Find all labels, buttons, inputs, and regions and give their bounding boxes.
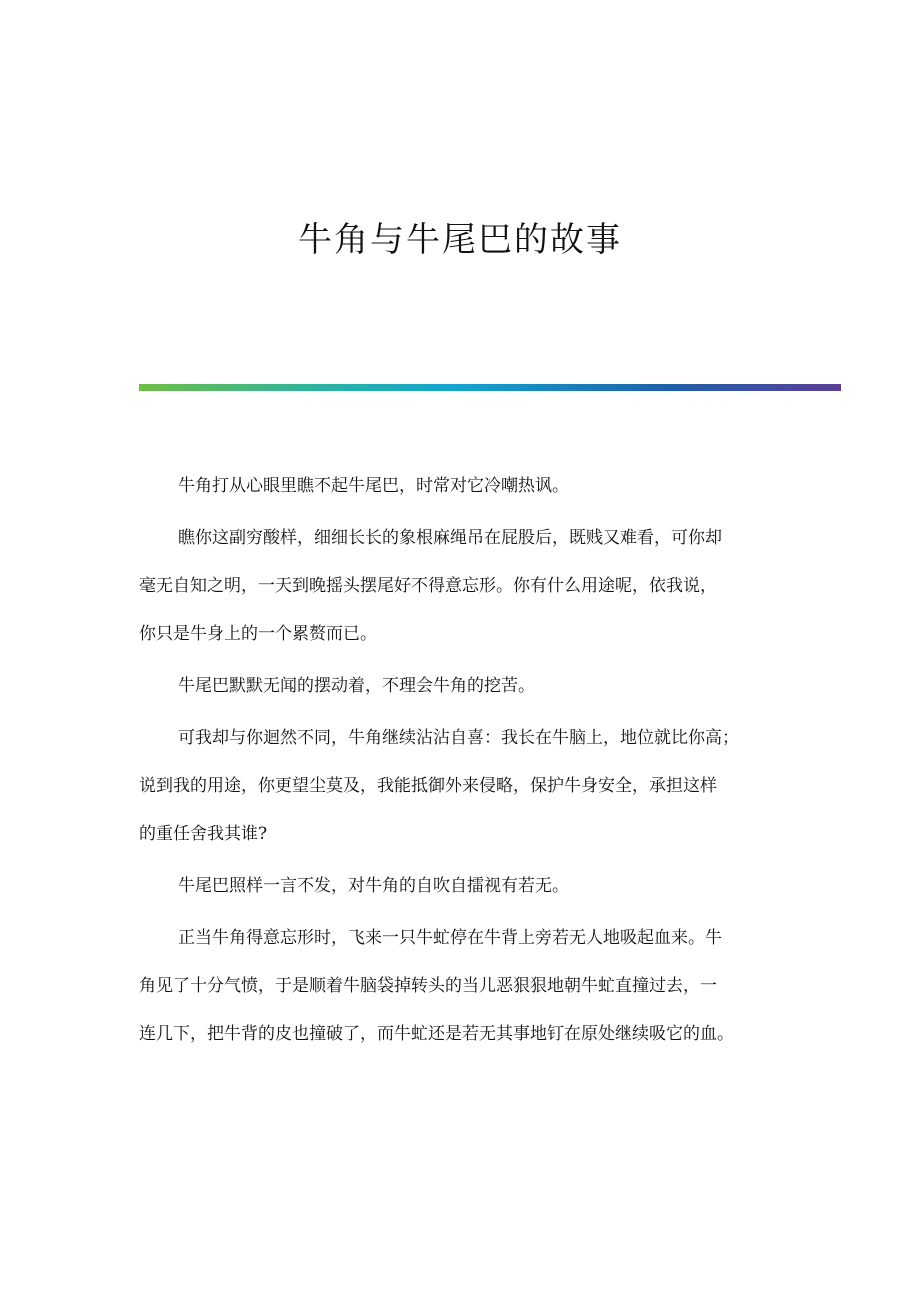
paragraph-line: 瞧你这副穷酸样，细细长长的象根麻绳吊在屁股后，既贱又难看，可你却 — [178, 528, 722, 548]
paragraph-line: 连几下，把牛背的皮也撞破了，而牛虻还是若无其事地钉在原处继续吸它的血。 — [139, 1024, 734, 1044]
paragraph-line: 正当牛角得意忘形时，飞来一只牛虻停在牛背上旁若无人地吸起血来。牛 — [178, 928, 722, 948]
paragraph-4 — [139, 714, 789, 858]
paragraph-line: 可我却与你迴然不同，牛角继续沾沾自喜：我长在牛脑上，地位就比你高； — [178, 728, 739, 748]
paragraph-line: 牛尾巴照样一言不发，对牛角的自吹自擂视有若无。 — [178, 876, 569, 896]
document-body — [139, 462, 789, 1062]
gradient-divider — [139, 384, 841, 391]
paragraph-line: 说到我的用途，你更望尘莫及，我能抵御外来侵略，保护牛身安全，承担这样 — [139, 776, 717, 796]
paragraph-5 — [139, 862, 789, 910]
paragraph-line: 牛尾巴默默无闻的摆动着，不理会牛角的挖苦。 — [178, 676, 535, 696]
paragraph-6 — [139, 914, 789, 1058]
paragraph-2 — [139, 514, 789, 658]
paragraph-line: 毫无自知之明，一天到晚摇头摆尾好不得意忘形。你有什么用途呢，依我说， — [139, 576, 717, 596]
paragraph-line: 牛角打从心眼里瞧不起牛尾巴，时常对它冷嘲热讽。 — [178, 476, 569, 496]
paragraph-line: 角见了十分气愤，于是顺着牛脑袋掉转头的当儿恶狠狠地朝牛虻直撞过去，一 — [139, 976, 717, 996]
paragraph-3 — [139, 662, 789, 710]
paragraph-line: 的重任舍我其谁? — [139, 824, 268, 844]
paragraph-1 — [139, 462, 789, 510]
paragraph-line: 你只是牛身上的一个累赘而已。 — [139, 624, 377, 644]
document-title: 牛角与牛尾巴的故事 — [298, 220, 622, 260]
